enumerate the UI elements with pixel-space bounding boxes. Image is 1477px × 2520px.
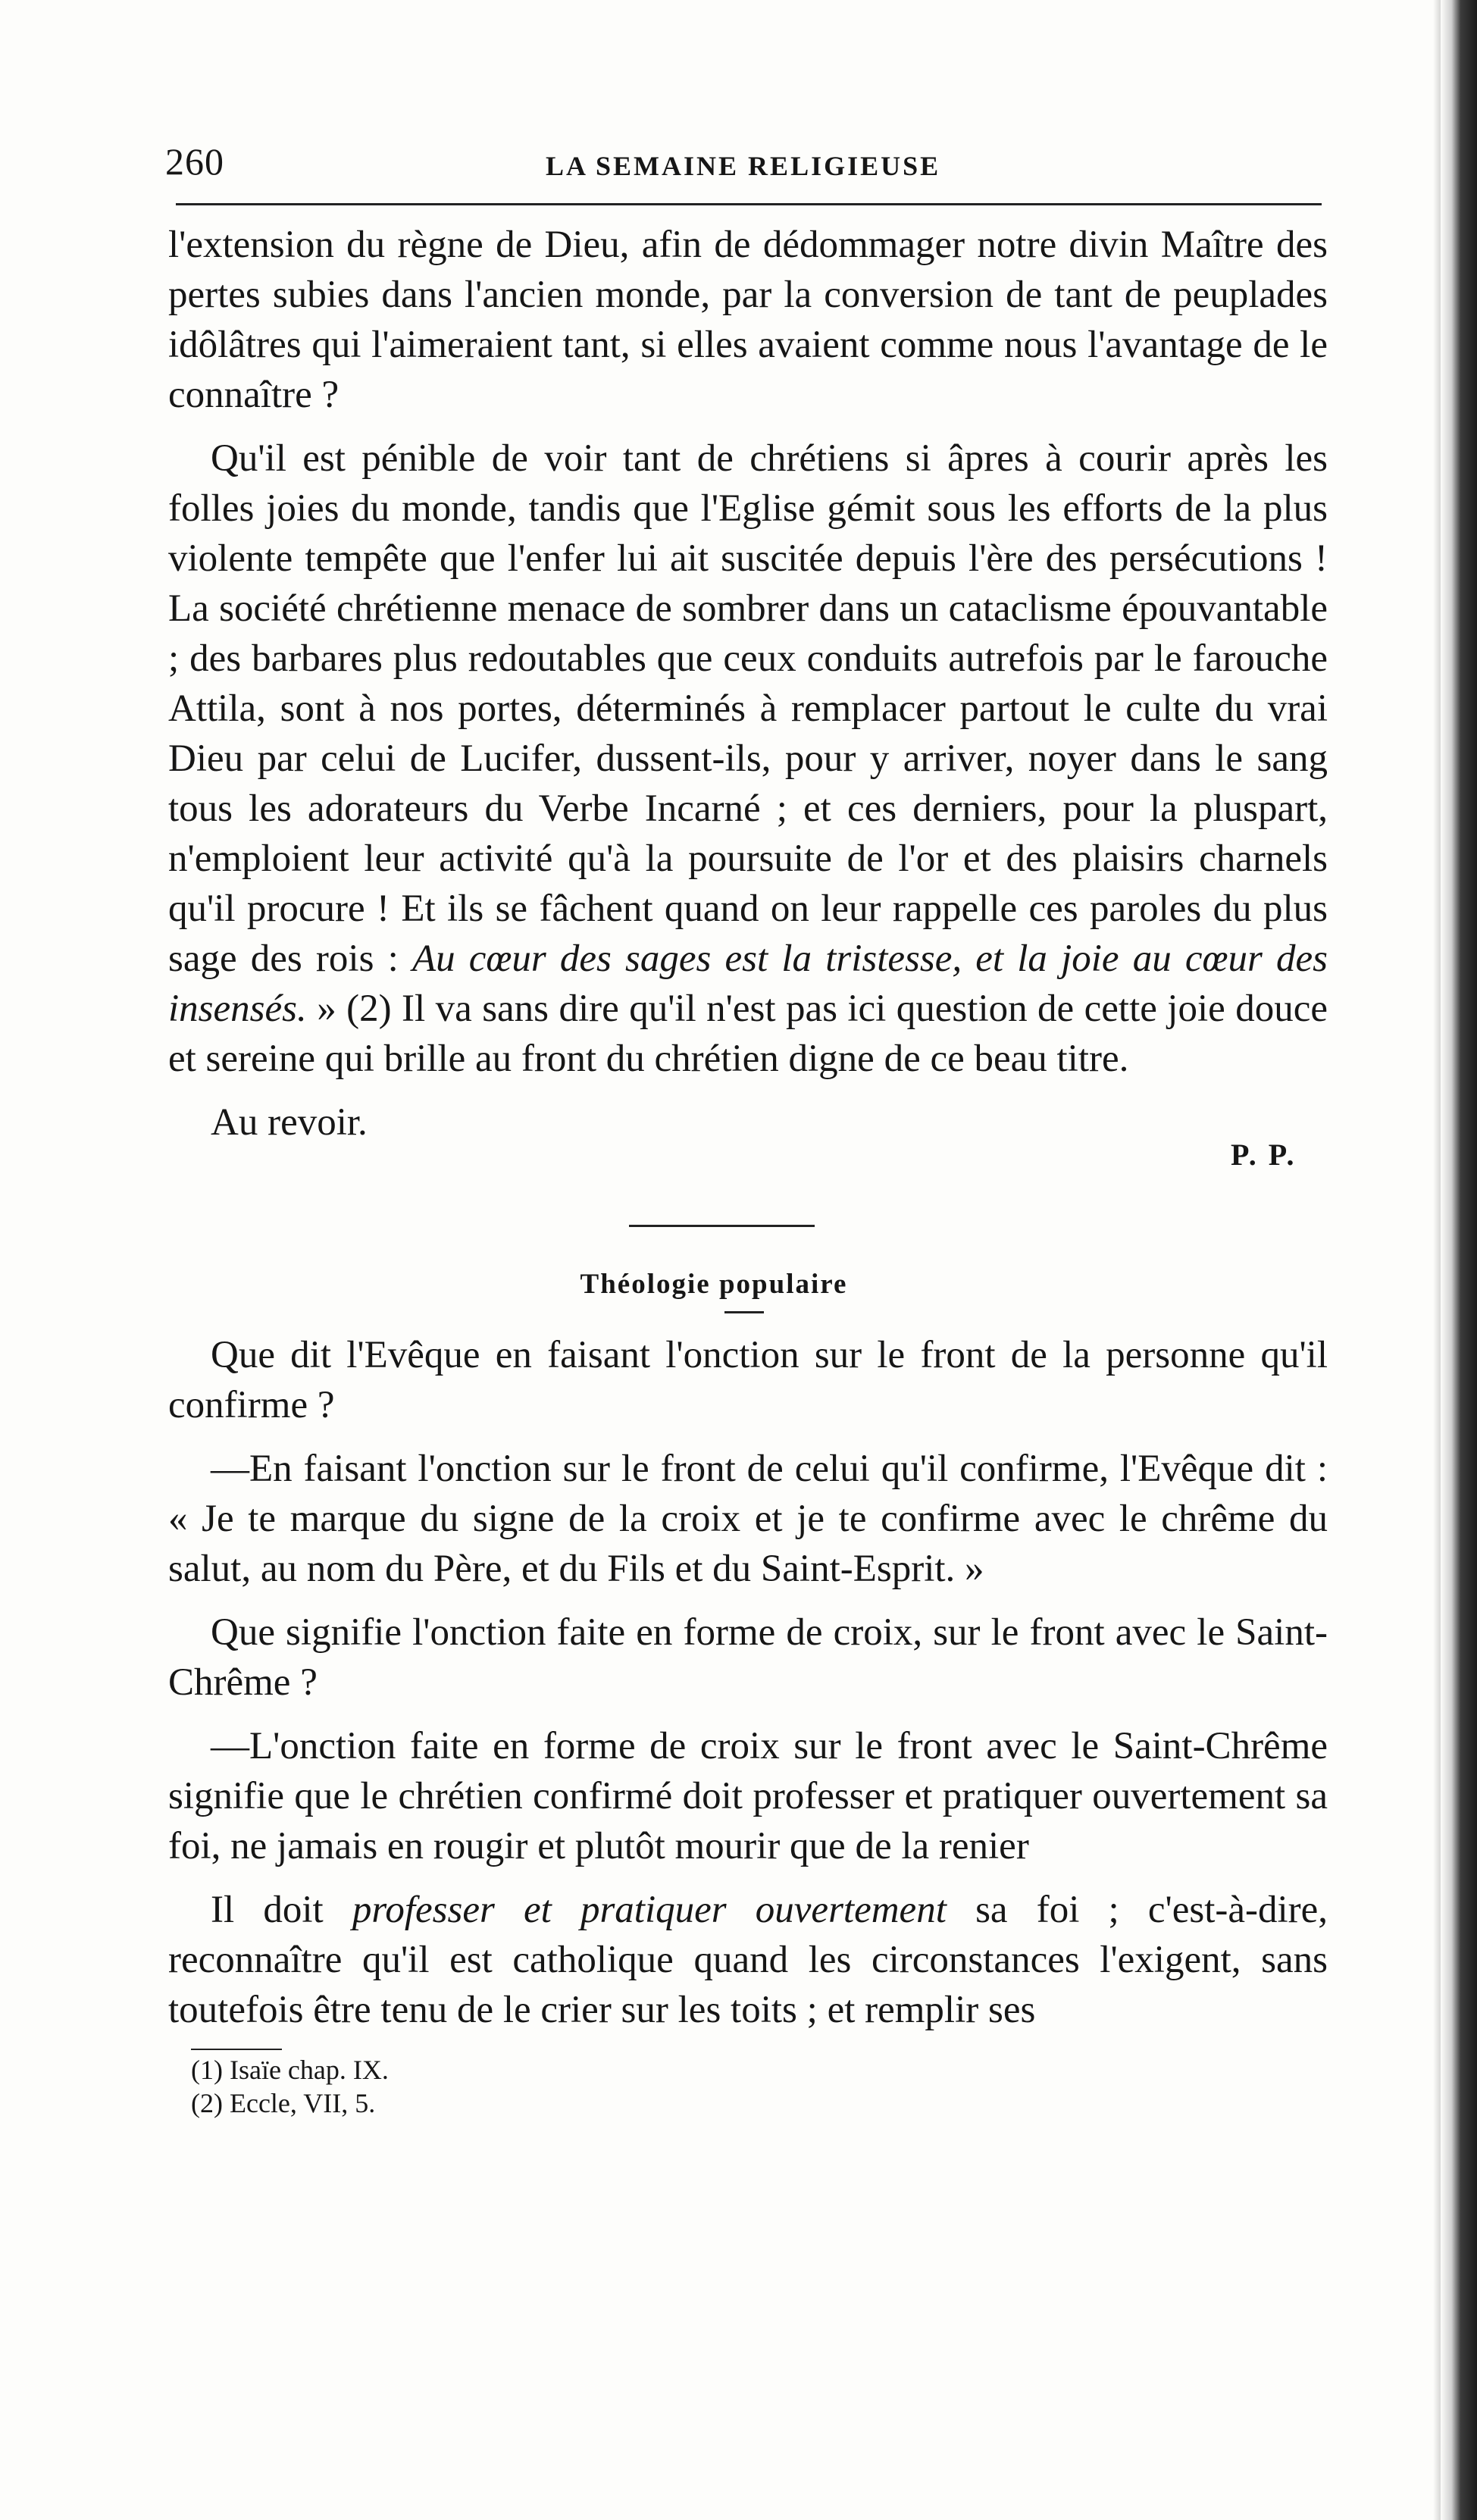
footnote-rule — [191, 2049, 282, 2050]
question-2: Que signifie l'onction faite en forme de croix, sur le front avec le Saint-Chrême ? — [168, 1611, 1328, 1704]
signature: P. P. — [1231, 1138, 1297, 1172]
question-1: Que dit l'Evêque en faisant l'onction sur le front de la personne qu'il confirme ? — [168, 1334, 1328, 1426]
page-number: 260 — [165, 140, 224, 183]
section-title: Théologie populaire — [580, 1269, 848, 1300]
page-header — [165, 130, 1325, 199]
explanation-rest: sa foi ; c'est-à-dire, reconnaître qu'il est catholique quand les circonstances l'exigent, sans toutefois être tenu de le crier sur les toits ; et remplir ses — [168, 1889, 1328, 2031]
explanation-italic: professer et pratiquer ouvertement — [352, 1889, 947, 1931]
paragraph-lament-text: Qu'il est pénible de voir tant de chrétiens si âpres à courir après les folles joies du monde, tandis que l'Eglise gémit sous les efforts de la plus violente tempête que l'enfer lui ait suscitée depuis l'ère des persécutions ! La société chrétienne menace de sombrer dans un cataclisme épouvantable ; des barbares plus redoutables que ceux conduits autrefois par le farouche Attila, sont à nos portes, déterminés à remplacer partout le culte du vrai Dieu par celui de Lucifer, dussent-ils, pour y arriver, noyer dans le sang tous les adorateurs du Verbe Incarné ; et ces derniers, pour la pluspart, n'emploient leur activité qu'à la poursuite de l'or et des plaisirs charnels qu'il procure ! Et ils se fâchent quand on leur rappelle ces paroles du plus sage des rois : — [168, 437, 1328, 980]
explanation-start: Il doit — [211, 1889, 324, 1931]
answer-2: —L'onction faite en forme de croix sur le front avec le Saint-Chrême signifie que le chrétien confirmé doit professer et pratiquer ouvertement sa foi, ne jamais en rougir et plutôt mourir que de la renier — [168, 1725, 1328, 1867]
page-body — [168, 220, 1328, 2120]
binding-shadow — [1433, 0, 1441, 2520]
paragraph-continuation: l'extension du règne de Dieu, afin de dédommager notre divin Maître des pertes subies dans l'ancien monde, par la conversion de tant de peuplades idôlâtres qui l'aimeraient tant, si elles avaient comme nous l'avantage de le connaître ? — [168, 224, 1328, 416]
section-separator — [629, 1225, 815, 1227]
answer-1: —En faisant l'onction sur le front de celui qu'il confirme, l'Evêque dit : « Je te marque du signe de la croix et je te confirme avec le chrême du salut, au nom du Père, et du Fils et du Saint-Esprit. » — [168, 1448, 1328, 1590]
running-head: LA SEMAINE RELIGIEUSE — [546, 151, 941, 181]
title-underline — [724, 1311, 764, 1313]
farewell: Au revoir. — [211, 1101, 368, 1144]
scripture-quote: Au cœur des sages est la tristesse, et la joie au cœur des insensés. — [168, 938, 1328, 1030]
paragraph-lament — [168, 434, 1328, 1084]
footnote-2: (2) Eccle, VII, 5. — [191, 2088, 376, 2118]
binding-edge — [1441, 0, 1477, 2520]
header-rule — [176, 203, 1322, 205]
signature-row — [168, 1097, 1328, 1182]
footnote-1: (1) Isaïe chap. IX. — [191, 2055, 389, 2085]
quote-follow-text: » (2) Il va sans dire qu'il n'est pas ici question de cette joie douce et sereine qui brille au front du chrétien digne de ce beau titre. — [168, 988, 1328, 1080]
paragraph-explanation — [168, 1885, 1328, 2035]
